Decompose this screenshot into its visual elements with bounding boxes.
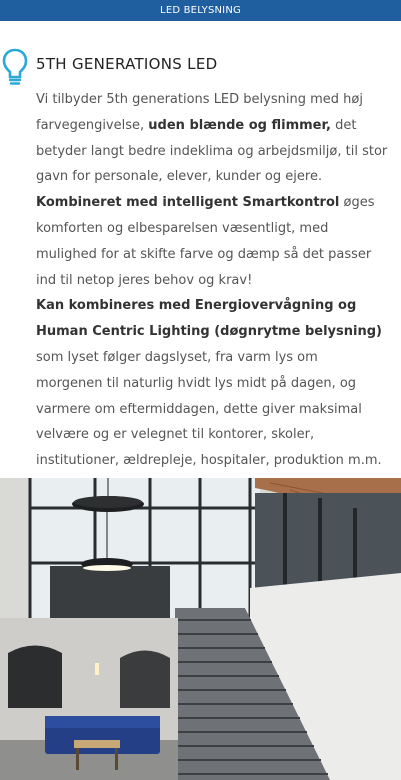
paragraph-3-text: som lyset følger dagslyset, fra varm lys om morgenen til naturlig hvidt lys midt på dagen, og varmere om eftermiddagen, dette giver maksimal velvære og er velegnet til kontorer, skoler, institutioner, ældrepleje, hospitaler, produktion m.m. <box>36 349 382 469</box>
paragraph-2-emphasis: Kombineret med intelligent Smartkontrol <box>36 195 340 211</box>
paragraph-1-text-end: det betyder langt bedre indeklima og arbejdsmiljø, til stor gavn for personale, elever, kunder og ejere. <box>36 117 388 185</box>
paragraph-1-text: Vi tilbyder 5th generations LED belysning med høj farvegengivelse, <box>36 92 363 133</box>
section-body <box>36 87 388 474</box>
section-heading: 5TH GENERATIONS LED <box>36 55 218 73</box>
interior-staircase-photo <box>0 478 401 780</box>
lightbulb-icon <box>2 48 28 88</box>
paragraph-1-emphasis: uden blænde og flimmer, <box>148 117 331 133</box>
paragraph-2-text: øges komforten og elbesparelsen væsentligt, med mulighed for at skifte farve og dæmp så det passer ind til netop jeres behov og krav! <box>36 195 375 288</box>
paragraph-3-emphasis: Kan kombineres med Energiovervågning og Human Centric Lighting (døgnrytme belysning) <box>36 298 382 340</box>
top-bar-title: LED BELYSNING <box>0 0 401 21</box>
